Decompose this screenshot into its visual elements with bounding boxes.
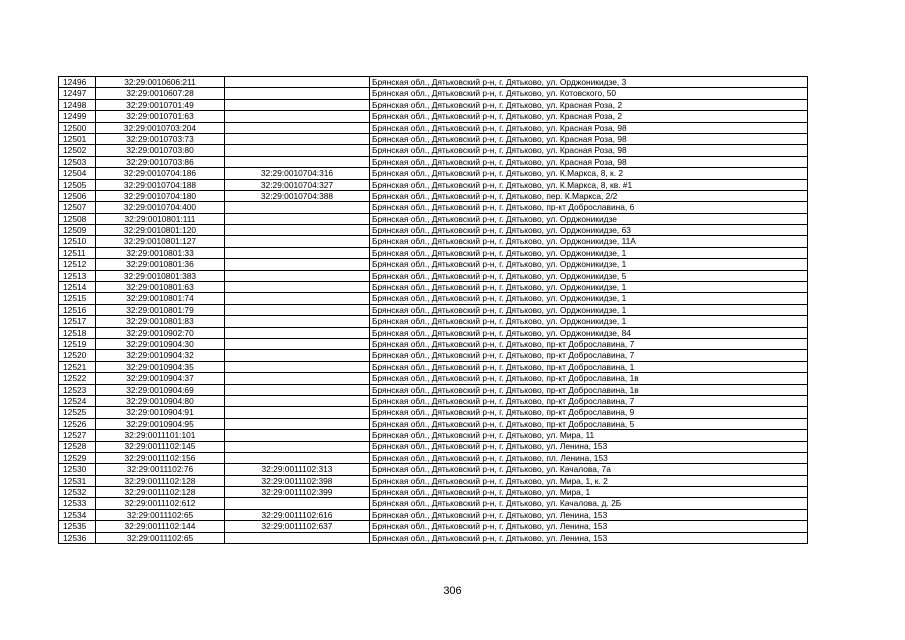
row-number-cell: 12497 xyxy=(59,88,96,99)
table-row xyxy=(59,99,808,110)
table-row xyxy=(59,498,808,509)
table-row xyxy=(59,213,808,224)
row-number-cell: 12515 xyxy=(59,293,96,304)
table-row xyxy=(59,395,808,406)
table-row xyxy=(59,156,808,167)
cadastral-number-cell: 32:29:0011102:156 xyxy=(96,452,225,463)
row-number-cell: 12524 xyxy=(59,395,96,406)
table-row xyxy=(59,259,808,270)
cadastral-number-cell: 32:29:0010607:28 xyxy=(96,88,225,99)
address-cell: Брянская обл., Дятьковский р-н, г. Дятьково, ул. Орджоникидзе, 3 xyxy=(370,77,808,88)
row-number-cell: 12496 xyxy=(59,77,96,88)
related-cadastral-number-cell: 32:29:0010704:316 xyxy=(225,168,370,179)
address-cell: Брянская обл., Дятьковский р-н, г. Дятьково, пл. Ленина, 153 xyxy=(370,452,808,463)
cadastral-number-cell: 32:29:0010801:63 xyxy=(96,282,225,293)
row-number-cell: 12498 xyxy=(59,99,96,110)
row-number-cell: 12516 xyxy=(59,304,96,315)
cadastral-number-cell: 32:29:0010801:111 xyxy=(96,213,225,224)
cadastral-number-cell: 32:29:0010904:32 xyxy=(96,350,225,361)
address-cell: Брянская обл., Дятьковский р-н, г. Дятьково, ул. Красная Роза, 98 xyxy=(370,122,808,133)
row-number-cell: 12530 xyxy=(59,464,96,475)
row-number-cell: 12531 xyxy=(59,475,96,486)
address-cell: Брянская обл., Дятьковский р-н, г. Дятьково, пр-кт Доброславина, 7 xyxy=(370,338,808,349)
related-cadastral-number-cell: 32:29:0011102:313 xyxy=(225,464,370,475)
row-number-cell: 12533 xyxy=(59,498,96,509)
row-number-cell: 12521 xyxy=(59,361,96,372)
address-cell: Брянская обл., Дятьковский р-н, г. Дятьково, ул. Красная Роза, 2 xyxy=(370,111,808,122)
registry-table-body xyxy=(59,77,808,544)
address-cell: Брянская обл., Дятьковский р-н, г. Дятьково, ул. К.Маркса, 8, кв. #1 xyxy=(370,179,808,190)
related-cadastral-number-cell xyxy=(225,327,370,338)
related-cadastral-number-cell xyxy=(225,282,370,293)
related-cadastral-number-cell xyxy=(225,99,370,110)
cadastral-number-cell: 32:29:0010704:180 xyxy=(96,190,225,201)
cadastral-number-cell: 32:29:0010703:73 xyxy=(96,133,225,144)
row-number-cell: 12525 xyxy=(59,407,96,418)
row-number-cell: 12520 xyxy=(59,350,96,361)
registry-table xyxy=(58,76,808,544)
cadastral-number-cell: 32:29:0010606:211 xyxy=(96,77,225,88)
address-cell: Брянская обл., Дятьковский р-н, г. Дятьково, ул. Орджоникидзе, 11А xyxy=(370,236,808,247)
table-row xyxy=(59,361,808,372)
address-cell: Брянская обл., Дятьковский р-н, г. Дятьково, пр-кт Доброславина, 7 xyxy=(370,395,808,406)
table-row xyxy=(59,373,808,384)
row-number-cell: 12500 xyxy=(59,122,96,133)
row-number-cell: 12523 xyxy=(59,384,96,395)
table-row xyxy=(59,521,808,532)
cadastral-number-cell: 32:29:0010801:127 xyxy=(96,236,225,247)
table-row xyxy=(59,418,808,429)
address-cell: Брянская обл., Дятьковский р-н, г. Дятьково, ул. Орджоникидзе, 84 xyxy=(370,327,808,338)
row-number-cell: 12528 xyxy=(59,441,96,452)
table-row xyxy=(59,293,808,304)
row-number-cell: 12513 xyxy=(59,270,96,281)
address-cell: Брянская обл., Дятьковский р-н, г. Дятьково, ул. Ленина, 153 xyxy=(370,521,808,532)
cadastral-number-cell: 32:29:0010703:80 xyxy=(96,145,225,156)
related-cadastral-number-cell: 32:29:0011102:398 xyxy=(225,475,370,486)
address-cell: Брянская обл., Дятьковский р-н, г. Дятьково, ул. Мира, 1 xyxy=(370,487,808,498)
cadastral-number-cell: 32:29:0010801:36 xyxy=(96,259,225,270)
related-cadastral-number-cell xyxy=(225,430,370,441)
address-cell: Брянская обл., Дятьковский р-н, г. Дятьково, ул. Мира, 11 xyxy=(370,430,808,441)
row-number-cell: 12503 xyxy=(59,156,96,167)
cadastral-number-cell: 32:29:0010703:86 xyxy=(96,156,225,167)
cadastral-number-cell: 32:29:0010801:120 xyxy=(96,225,225,236)
cadastral-number-cell: 32:29:0011102:65 xyxy=(96,532,225,543)
address-cell: Брянская обл., Дятьковский р-н, г. Дятьково, ул. Красная Роза, 98 xyxy=(370,156,808,167)
related-cadastral-number-cell: 32:29:0011102:399 xyxy=(225,487,370,498)
related-cadastral-number-cell xyxy=(225,236,370,247)
table-row xyxy=(59,133,808,144)
related-cadastral-number-cell xyxy=(225,122,370,133)
related-cadastral-number-cell xyxy=(225,156,370,167)
table-row xyxy=(59,202,808,213)
table-row xyxy=(59,350,808,361)
table-row xyxy=(59,441,808,452)
row-number-cell: 12532 xyxy=(59,487,96,498)
table-row xyxy=(59,452,808,463)
address-cell: Брянская обл., Дятьковский р-н, г. Дятьково, ул. Качалова, 7а xyxy=(370,464,808,475)
row-number-cell: 12501 xyxy=(59,133,96,144)
related-cadastral-number-cell: 32:29:0011102:616 xyxy=(225,509,370,520)
row-number-cell: 12522 xyxy=(59,373,96,384)
related-cadastral-number-cell xyxy=(225,111,370,122)
address-cell: Брянская обл., Дятьковский р-н, г. Дятьково, пр-кт Доброславина, 1в xyxy=(370,373,808,384)
address-cell: Брянская обл., Дятьковский р-н, г. Дятьково, ул. Орджоникидзе, 1 xyxy=(370,304,808,315)
table-row xyxy=(59,190,808,201)
cadastral-number-cell: 32:29:0010704:186 xyxy=(96,168,225,179)
table-row xyxy=(59,407,808,418)
table-row xyxy=(59,77,808,88)
related-cadastral-number-cell: 32:29:0011102:637 xyxy=(225,521,370,532)
table-row xyxy=(59,464,808,475)
cadastral-number-cell: 32:29:0010701:49 xyxy=(96,99,225,110)
cadastral-number-cell: 32:29:0010902:70 xyxy=(96,327,225,338)
cadastral-number-cell: 32:29:0010904:95 xyxy=(96,418,225,429)
cadastral-number-cell: 32:29:0010703:204 xyxy=(96,122,225,133)
row-number-cell: 12509 xyxy=(59,225,96,236)
row-number-cell: 12504 xyxy=(59,168,96,179)
row-number-cell: 12529 xyxy=(59,452,96,463)
row-number-cell: 12527 xyxy=(59,430,96,441)
related-cadastral-number-cell xyxy=(225,338,370,349)
row-number-cell: 12505 xyxy=(59,179,96,190)
address-cell: Брянская обл., Дятьковский р-н, г. Дятьково, ул. Мира, 1, к. 2 xyxy=(370,475,808,486)
address-cell: Брянская обл., Дятьковский р-н, г. Дятьково, пер. К.Маркса, 2/2 xyxy=(370,190,808,201)
table-row xyxy=(59,168,808,179)
related-cadastral-number-cell xyxy=(225,213,370,224)
table-row xyxy=(59,122,808,133)
address-cell: Брянская обл., Дятьковский р-н, г. Дятьково, ул. Красная Роза, 98 xyxy=(370,133,808,144)
cadastral-number-cell: 32:29:0010904:35 xyxy=(96,361,225,372)
table-row xyxy=(59,430,808,441)
address-cell: Брянская обл., Дятьковский р-н, г. Дятьково, ул. Качалова, д. 2Б xyxy=(370,498,808,509)
related-cadastral-number-cell xyxy=(225,88,370,99)
row-number-cell: 12508 xyxy=(59,213,96,224)
address-cell: Брянская обл., Дятьковский р-н, г. Дятьково, пр-кт Доброславина, 9 xyxy=(370,407,808,418)
address-cell: Брянская обл., Дятьковский р-н, г. Дятьково, ул. Орджоникидзе xyxy=(370,213,808,224)
related-cadastral-number-cell xyxy=(225,407,370,418)
cadastral-number-cell: 32:29:0010904:30 xyxy=(96,338,225,349)
cadastral-number-cell: 32:29:0010801:83 xyxy=(96,316,225,327)
table-row xyxy=(59,532,808,543)
row-number-cell: 12518 xyxy=(59,327,96,338)
cadastral-number-cell: 32:29:0010904:37 xyxy=(96,373,225,384)
table-row xyxy=(59,236,808,247)
cadastral-number-cell: 32:29:0011102:128 xyxy=(96,487,225,498)
related-cadastral-number-cell xyxy=(225,145,370,156)
address-cell: Брянская обл., Дятьковский р-н, г. Дятьково, ул. Орджоникидзе, 1 xyxy=(370,316,808,327)
address-cell: Брянская обл., Дятьковский р-н, г. Дятьково, пр-кт Доброславина, 5 xyxy=(370,418,808,429)
related-cadastral-number-cell xyxy=(225,304,370,315)
related-cadastral-number-cell xyxy=(225,259,370,270)
address-cell: Брянская обл., Дятьковский р-н, г. Дятьково, ул. Орджоникидзе, 5 xyxy=(370,270,808,281)
address-cell: Брянская обл., Дятьковский р-н, г. Дятьково, пр-кт Доброславина, 6 xyxy=(370,202,808,213)
related-cadastral-number-cell xyxy=(225,395,370,406)
related-cadastral-number-cell xyxy=(225,247,370,258)
table-row xyxy=(59,384,808,395)
address-cell: Брянская обл., Дятьковский р-н, г. Дятьково, ул. Орджоникидзе, 1 xyxy=(370,293,808,304)
cadastral-number-cell: 32:29:0010904:91 xyxy=(96,407,225,418)
address-cell: Брянская обл., Дятьковский р-н, г. Дятьково, пр-кт Доброславина, 1 xyxy=(370,361,808,372)
table-row xyxy=(59,270,808,281)
cadastral-number-cell: 32:29:0010801:79 xyxy=(96,304,225,315)
table-row xyxy=(59,282,808,293)
related-cadastral-number-cell xyxy=(225,418,370,429)
cadastral-number-cell: 32:29:0011102:612 xyxy=(96,498,225,509)
address-cell: Брянская обл., Дятьковский р-н, г. Дятьково, ул. Красная Роза, 98 xyxy=(370,145,808,156)
table-row xyxy=(59,487,808,498)
related-cadastral-number-cell xyxy=(225,532,370,543)
related-cadastral-number-cell xyxy=(225,361,370,372)
row-number-cell: 12514 xyxy=(59,282,96,293)
table-row xyxy=(59,88,808,99)
table-row xyxy=(59,304,808,315)
related-cadastral-number-cell xyxy=(225,373,370,384)
cadastral-number-cell: 32:29:0010704:188 xyxy=(96,179,225,190)
address-cell: Брянская обл., Дятьковский р-н, г. Дятьково, ул. К.Маркса, 8, к. 2 xyxy=(370,168,808,179)
cadastral-number-cell: 32:29:0010904:69 xyxy=(96,384,225,395)
address-cell: Брянская обл., Дятьковский р-н, г. Дятьково, ул. Ленина, 153 xyxy=(370,532,808,543)
table-row xyxy=(59,145,808,156)
related-cadastral-number-cell xyxy=(225,133,370,144)
table-row xyxy=(59,475,808,486)
address-cell: Брянская обл., Дятьковский р-н, г. Дятьково, ул. Ленина, 153 xyxy=(370,441,808,452)
table-row xyxy=(59,327,808,338)
row-number-cell: 12506 xyxy=(59,190,96,201)
related-cadastral-number-cell xyxy=(225,225,370,236)
row-number-cell: 12526 xyxy=(59,418,96,429)
row-number-cell: 12535 xyxy=(59,521,96,532)
row-number-cell: 12519 xyxy=(59,338,96,349)
table-row xyxy=(59,111,808,122)
cadastral-number-cell: 32:29:0011102:128 xyxy=(96,475,225,486)
cadastral-number-cell: 32:29:0011101:101 xyxy=(96,430,225,441)
address-cell: Брянская обл., Дятьковский р-н, г. Дятьково, пр-кт Доброславина, 1в xyxy=(370,384,808,395)
address-cell: Брянская обл., Дятьковский р-н, г. Дятьково, пр-кт Доброславина, 7 xyxy=(370,350,808,361)
related-cadastral-number-cell xyxy=(225,77,370,88)
cadastral-number-cell: 32:29:0010801:383 xyxy=(96,270,225,281)
table-row xyxy=(59,316,808,327)
row-number-cell: 12534 xyxy=(59,509,96,520)
row-number-cell: 12499 xyxy=(59,111,96,122)
row-number-cell: 12536 xyxy=(59,532,96,543)
related-cadastral-number-cell: 32:29:0010704:327 xyxy=(225,179,370,190)
address-cell: Брянская обл., Дятьковский р-н, г. Дятьково, ул. Красная Роза, 2 xyxy=(370,99,808,110)
cadastral-number-cell: 32:29:0010801:33 xyxy=(96,247,225,258)
row-number-cell: 12512 xyxy=(59,259,96,270)
related-cadastral-number-cell xyxy=(225,270,370,281)
cadastral-number-cell: 32:29:0011102:65 xyxy=(96,509,225,520)
table-row xyxy=(59,247,808,258)
related-cadastral-number-cell xyxy=(225,498,370,509)
related-cadastral-number-cell xyxy=(225,384,370,395)
address-cell: Брянская обл., Дятьковский р-н, г. Дятьково, ул. Орджоникидзе, 63 xyxy=(370,225,808,236)
table-row xyxy=(59,179,808,190)
related-cadastral-number-cell xyxy=(225,350,370,361)
address-cell: Брянская обл., Дятьковский р-н, г. Дятьково, ул. Котовского, 50 xyxy=(370,88,808,99)
cadastral-number-cell: 32:29:0010701:63 xyxy=(96,111,225,122)
related-cadastral-number-cell xyxy=(225,441,370,452)
related-cadastral-number-cell xyxy=(225,316,370,327)
row-number-cell: 12502 xyxy=(59,145,96,156)
cadastral-number-cell: 32:29:0011102:76 xyxy=(96,464,225,475)
related-cadastral-number-cell xyxy=(225,202,370,213)
row-number-cell: 12511 xyxy=(59,247,96,258)
cadastral-number-cell: 32:29:0011102:144 xyxy=(96,521,225,532)
cadastral-number-cell: 32:29:0010904:80 xyxy=(96,395,225,406)
cadastral-number-cell: 32:29:0011102:145 xyxy=(96,441,225,452)
related-cadastral-number-cell: 32:29:0010704:388 xyxy=(225,190,370,201)
table-row xyxy=(59,225,808,236)
table-row xyxy=(59,509,808,520)
row-number-cell: 12507 xyxy=(59,202,96,213)
page-number: 306 xyxy=(443,585,462,597)
related-cadastral-number-cell xyxy=(225,293,370,304)
related-cadastral-number-cell xyxy=(225,452,370,463)
address-cell: Брянская обл., Дятьковский р-н, г. Дятьково, ул. Орджоникидзе, 1 xyxy=(370,282,808,293)
cadastral-number-cell: 32:29:0010704:400 xyxy=(96,202,225,213)
cadastral-number-cell: 32:29:0010801:74 xyxy=(96,293,225,304)
row-number-cell: 12517 xyxy=(59,316,96,327)
address-cell: Брянская обл., Дятьковский р-н, г. Дятьково, ул. Орджоникидзе, 1 xyxy=(370,247,808,258)
address-cell: Брянская обл., Дятьковский р-н, г. Дятьково, ул. Ленина, 153 xyxy=(370,509,808,520)
row-number-cell: 12510 xyxy=(59,236,96,247)
table-row xyxy=(59,338,808,349)
address-cell: Брянская обл., Дятьковский р-н, г. Дятьково, ул. Орджоникидзе, 1 xyxy=(370,259,808,270)
